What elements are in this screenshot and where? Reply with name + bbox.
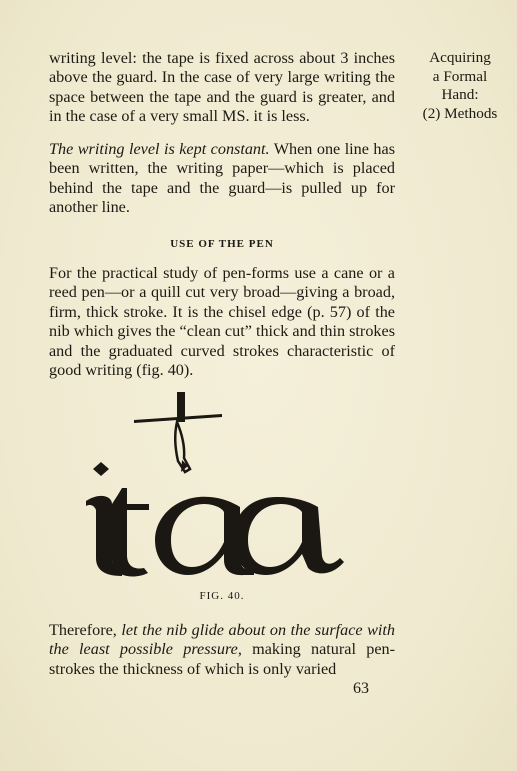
margin-note-line: (2) Methods [422, 104, 498, 122]
paragraph-text: Therefore, [49, 621, 122, 639]
margin-note [408, 49, 512, 123]
section-heading: USE OF THE PEN [170, 238, 274, 250]
page-number: 63 [353, 680, 369, 697]
margin-note-line: Acquiring [429, 49, 491, 66]
margin-note-line: Hand: [441, 86, 479, 103]
paragraph-text: , making natural pen-strokes the thickness of which is only varied [49, 640, 395, 678]
margin-note-line: a Formal [432, 67, 488, 85]
emphasis-text: The writing level is kept constant. [49, 140, 270, 158]
figure-ita-pen-illustration [82, 392, 344, 587]
paragraph-constant-level [49, 140, 395, 218]
emphasis-text: let the nib glide about on the surface with the least possible pressure [49, 621, 395, 659]
figure-caption: FIG. 40. [199, 590, 245, 602]
paragraph-pen-study: For the practical study of pen-forms use a cane or a reed pen—or a quill cut very broad—giving a broad, firm, thick stroke. It is the chisel edge (p. 57) of the nib which gives the “clean cut” thick and thin strokes and the graduated curved strokes characteristic of good writing (fig. 40). [49, 264, 395, 380]
paragraph-nib-glide [49, 621, 395, 679]
paragraph-writing-level: writing level: the tape is fixed across about 3 inches above the guard. In the case of very large writing the space between the tape and the guard is greater, and in the case of a very small MS. it is less. [49, 49, 395, 126]
paragraph-text: When one line has been written, the writing paper—which is placed behind the tape and the guard—is pulled up for another line. [49, 140, 396, 217]
